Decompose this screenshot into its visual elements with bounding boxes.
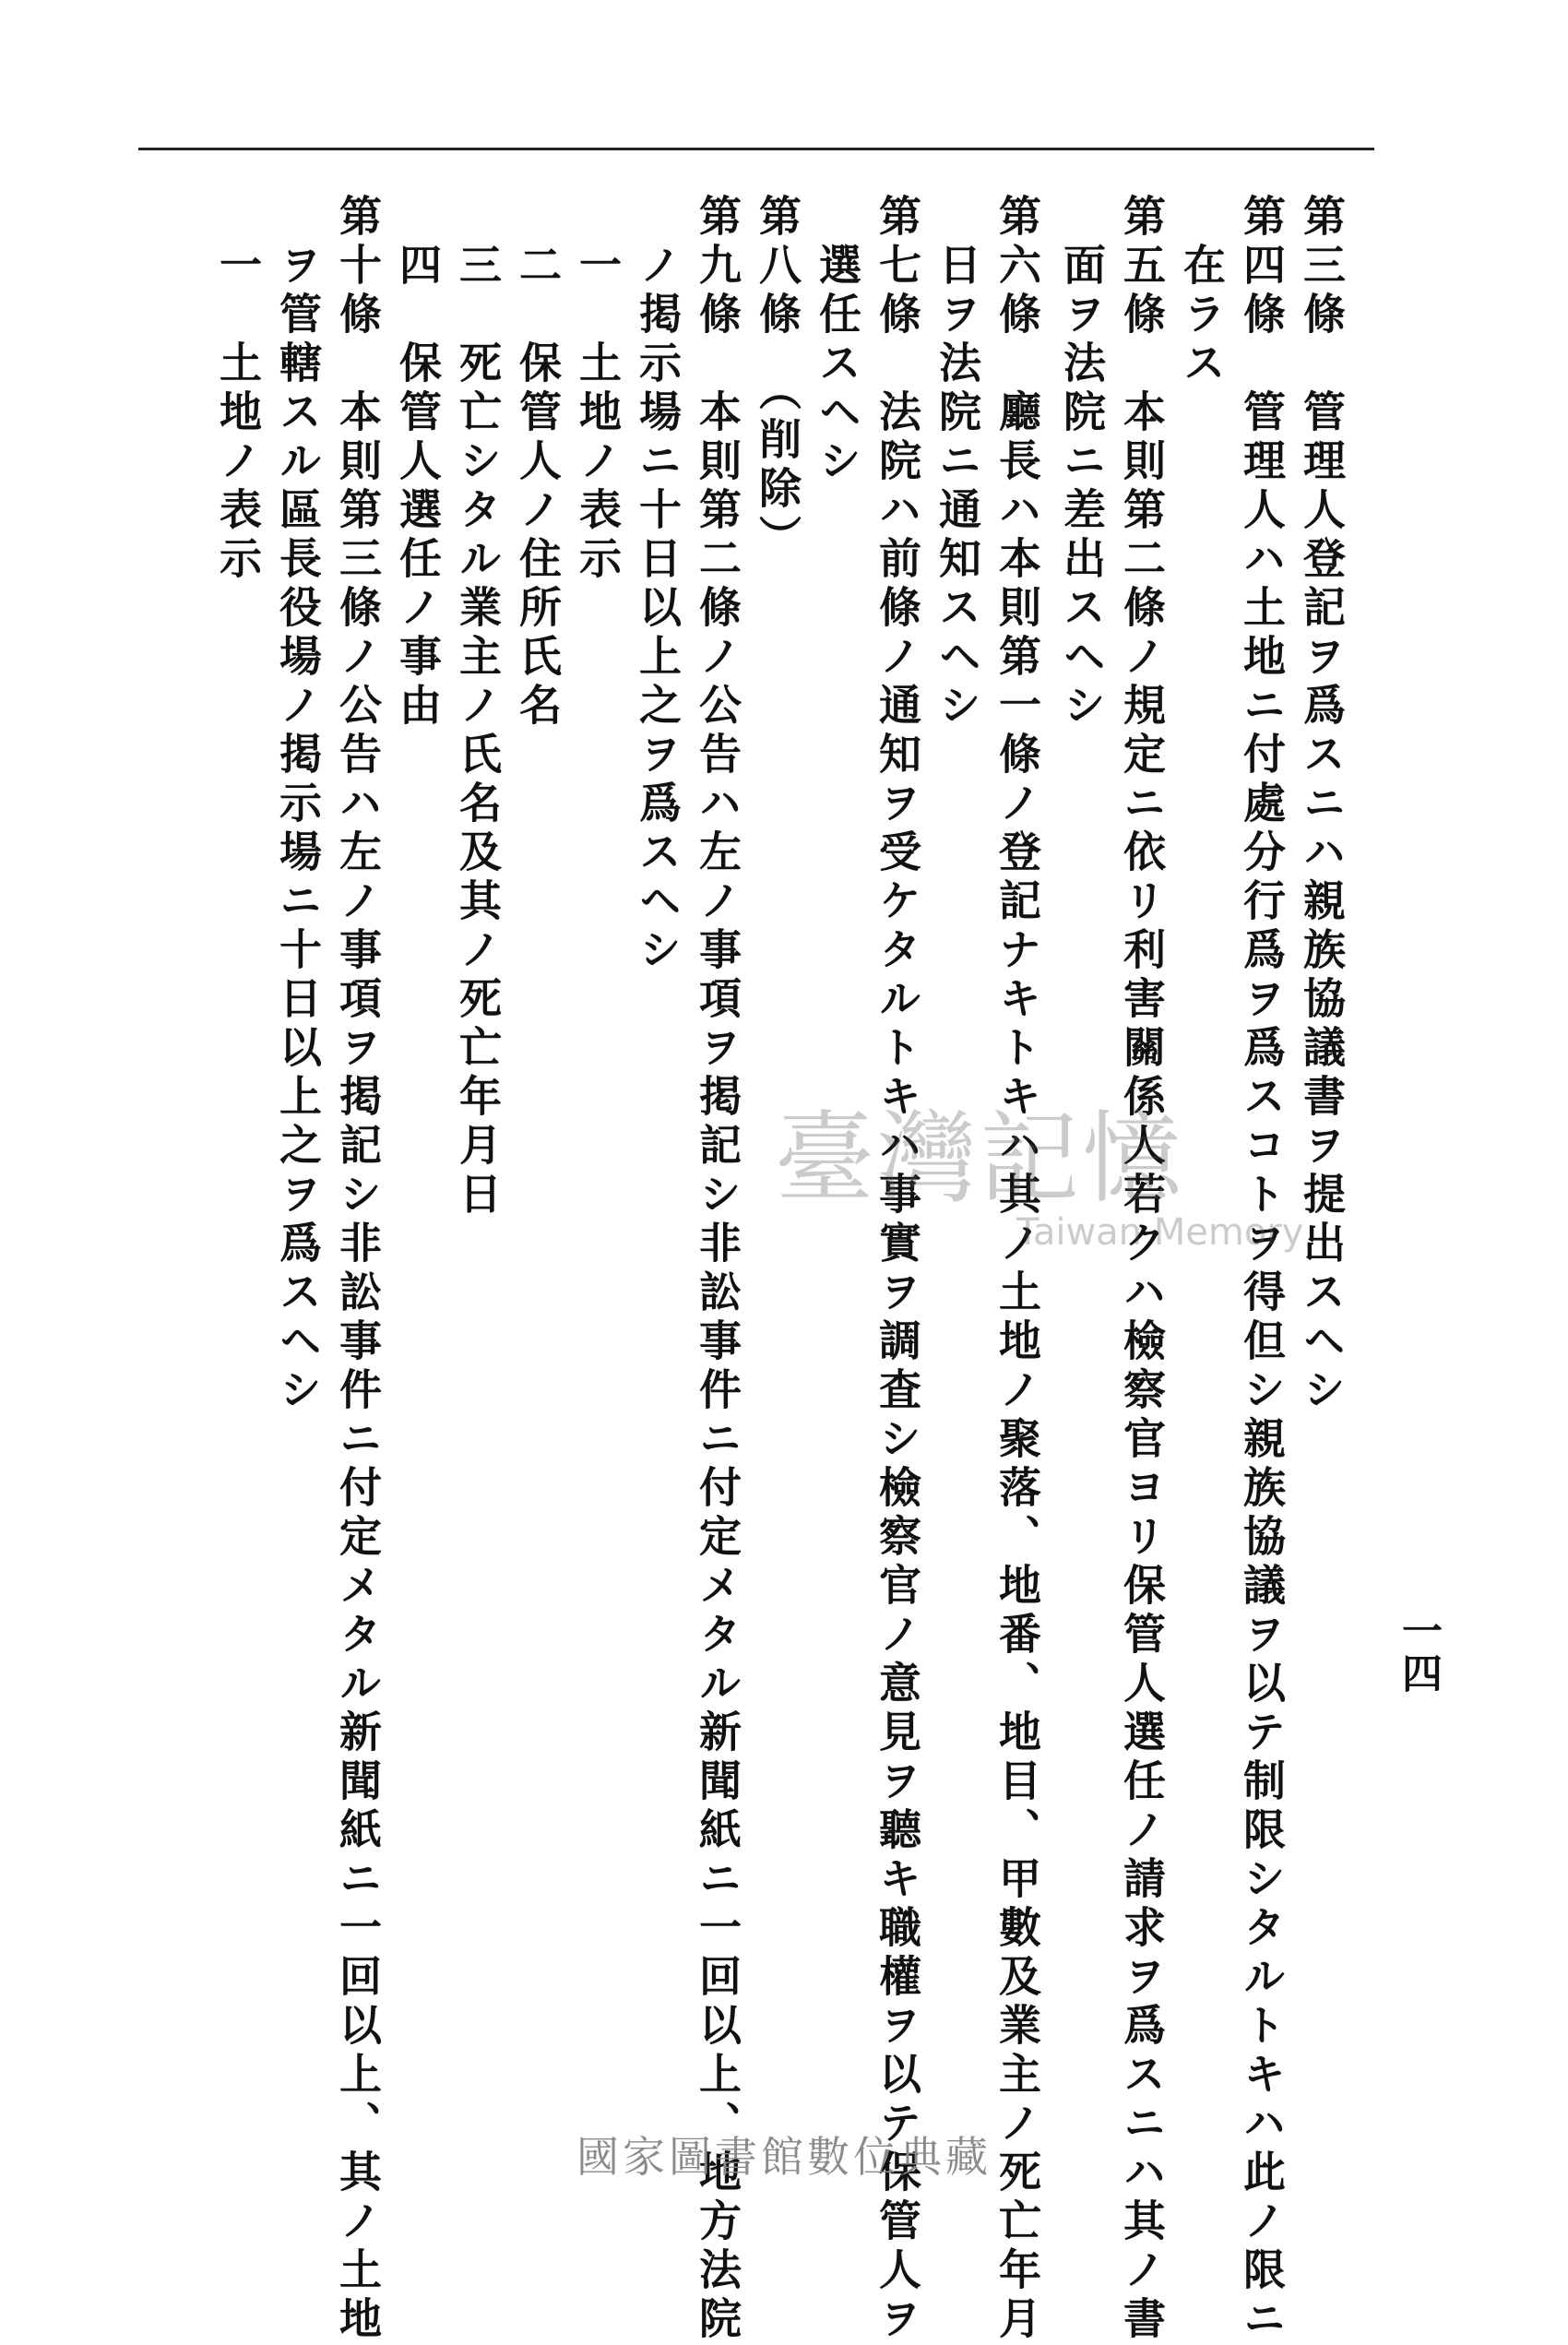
text-column: 第十條 本則第三條ノ公告ハ左ノ事項ヲ掲記シ非訟事件ニ付定メタル新聞紙ニ一回以上、其ノ土地: [333, 194, 383, 2345]
text-column: 四 保管人選任ノ事由: [393, 194, 443, 732]
footer-source: 國家圖書館數位典藏: [576, 2132, 992, 2182]
text-column: 第六條 廳長ハ本則第一條ノ登記ナキトキハ其ノ土地ノ聚落、地番、地目、甲數及業主ノ死亡年月: [992, 194, 1042, 2345]
text-column: 第五條 本則第二條ノ規定ニ依リ利害關係人若クハ檢察官ヨリ保管人選任ノ請求ヲ爲スニハ其ノ書: [1117, 194, 1167, 2345]
text-column: ノ掲示場ニ十日以上之ヲ爲スヘシ: [633, 194, 683, 976]
header-rule: [138, 148, 1374, 150]
text-column: 第三條 管理人登記ヲ爲スニハ親族協議書ヲ提出スヘシ: [1297, 194, 1347, 1416]
page-number: 一四: [1395, 1610, 1442, 1695]
watermark-title: 臺灣記憶: [775, 1101, 1185, 1217]
text-column: 日ヲ法院ニ通知スヘシ: [932, 194, 982, 732]
text-column: 三 死亡シタル業主ノ氏名及其ノ死亡年月日: [453, 194, 503, 1220]
text-column: ヲ管轄スル區長役場ノ掲示場ニ十日以上之ヲ爲スヘシ: [273, 194, 323, 1416]
text-column: 選任スヘシ: [813, 194, 862, 487]
text-column: 第八條 （削除）: [753, 194, 802, 564]
watermark-subtitle: Taiwan Memory: [1016, 1211, 1304, 1255]
text-column: 二 保管人ノ住所氏名: [513, 194, 563, 732]
text-column: 一 土地ノ表示: [213, 194, 263, 585]
text-column: 第四條 管理人ハ土地ニ付處分行爲ヲ爲スコトヲ得但シ親族協議ヲ以テ制限シタルトキハ此ノ限ニ: [1237, 194, 1287, 2345]
text-column: 面ヲ法院ニ差出スヘシ: [1057, 194, 1107, 732]
text-column: 在ラス: [1177, 194, 1227, 389]
text-column: 第九條 本則第二條ノ公告ハ左ノ事項ヲ掲記シ非訟事件ニ付定メタル新聞紙ニ一回以上、地方法院: [693, 194, 742, 2345]
text-column: 第七條 法院ハ前條ノ通知ヲ受ケタルトキハ事實ヲ調査シ檢察官ノ意見ヲ聽キ職權ヲ以テ保管人ヲ: [873, 194, 922, 2345]
text-column: 一 土地ノ表示: [573, 194, 623, 585]
